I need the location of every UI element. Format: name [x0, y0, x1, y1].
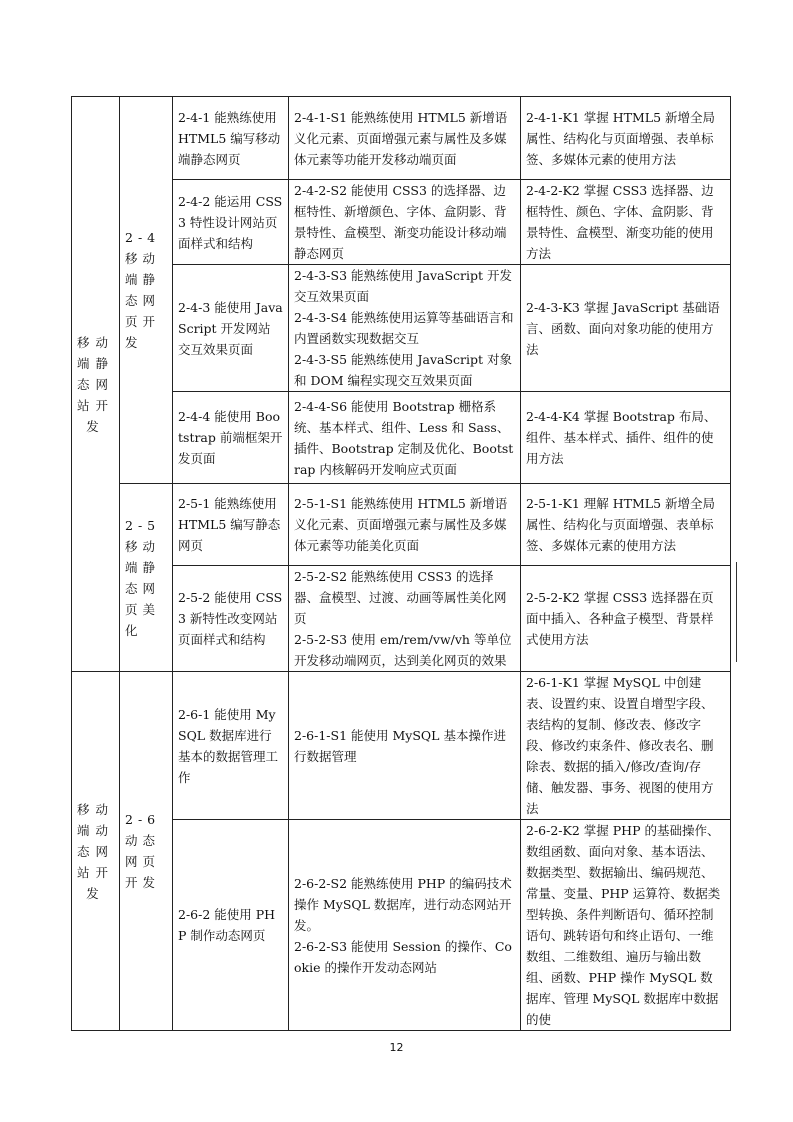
skill-text: 2-6-2-S2 能熟练使用 PHP 的编码技术操作 MySQL 数据库，进行动态网站开发。: [294, 875, 512, 933]
curriculum-table: [71, 96, 731, 1031]
knowledge-text: 2-5-1-K1 理解 HTML5 新增全局属性、结构化与页面增强、表单标签、多媒体元素的使用方法: [526, 496, 716, 553]
task-cell: 2-6-1 能使用 MySQL 数据库进行基本的数据管理工作: [173, 672, 289, 820]
skill-text: 2-4-4-S6 能使用 Bootstrap 栅格系统、基本样式、组件、Less 和 Sass、插件、Bootstrap 定制及优化、Bootstrap 内核解码开发响应式页面: [294, 398, 514, 477]
task-cell: 2-4-3 能使用 JavaScript 开发网站交互效果页面: [173, 265, 289, 392]
knowledge-text: 2-4-2-K2 掌握 CSS3 选择器、边框特性、颜色、字体、盒阴影、背景特性、盒模型、渐变功能的使用方法: [526, 183, 714, 261]
knowledge-text: 2-4-1-K1 掌握 HTML5 新增全局属性、结构化与页面增强、表单标签、多媒体元素的使用方法: [526, 109, 716, 167]
knowledge-cell: [521, 672, 731, 820]
table-row: [72, 484, 731, 566]
domain-cell: 移动端静态网站开发: [72, 97, 120, 672]
skill-text: 2-4-2-S2 能使用 CSS3 的选择器、边框特性、新增颜色、字体、盒阴影、背景特性、盒模型、渐变功能设计移动端静态网页: [294, 183, 507, 261]
knowledge-cell: [521, 265, 731, 392]
skill-cell: [289, 97, 521, 180]
knowledge-cell: [521, 180, 731, 265]
domain-cell: 移动端动态网站开发: [72, 672, 120, 1031]
skill-text: 2-4-3-S3 能熟练使用 JavaScript 开发交互效果页面: [294, 268, 513, 304]
skill-text: 2-4-3-S4 能熟练使用运算等基础语言和内置函数实现数据交互: [294, 310, 514, 346]
task-cell: 2-6-2 能使用 PHP 制作动态网页: [173, 820, 289, 1031]
page-number: 12: [389, 1041, 404, 1054]
skill-cell: [289, 820, 521, 1031]
margin-line: [736, 562, 737, 662]
module-cell: 2-5 移动端静态网页美化: [120, 484, 173, 672]
task-cell: 2-5-2 能使用 CSS3 新特性改变网站页面样式和结构: [173, 566, 289, 672]
knowledge-text: 2-4-3-K3 掌握 JavaScript 基础语言、函数、面向对象功能的使用方法: [526, 299, 720, 357]
skill-cell: [289, 180, 521, 265]
knowledge-cell: [521, 820, 731, 1031]
skill-text: 2-6-1-S1 能使用 MySQL 基本操作进行数据管理: [294, 727, 506, 764]
knowledge-text: 2-4-4-K4 掌握 Bootstrap 布局、组件、基本样式、插件、组件的使用方法: [526, 409, 717, 466]
skill-cell: [289, 265, 521, 392]
skill-cell: [289, 484, 521, 566]
skill-text: 2-4-1-S1 能熟练使用 HTML5 新增语义化元素、页面增强元素与属性及多媒体元素等功能开发移动端页面: [294, 109, 508, 167]
module-cell: 2-4 移动端静态网页开发: [120, 97, 173, 484]
skill-cell: [289, 392, 521, 484]
skill-text: 2-5-1-S1 能熟练使用 HTML5 新增语义化元素、页面增强元素与属性及多媒体元素等功能美化页面: [294, 496, 508, 553]
skill-cell: [289, 566, 521, 672]
knowledge-cell: [521, 484, 731, 566]
skill-cell: [289, 672, 521, 820]
knowledge-cell: [521, 392, 731, 484]
task-cell: 2-5-1 能熟练使用 HTML5 编写静态网页: [173, 484, 289, 566]
knowledge-text: 2-5-2-K2 掌握 CSS3 选择器在页面中插入、各种盒子模型、背景样式使用方法: [526, 590, 714, 647]
table-row: [72, 97, 731, 180]
skill-text: 2-4-3-S5 能熟练使用 JavaScript 对象和 DOM 编程实现交互效果页面: [294, 352, 513, 388]
knowledge-text: 2-6-2-K2 掌握 PHP 的基础操作、数组函数、面向对象、基本语法、数据类型、数据输出、编码规范、常量、变量、PHP 运算符、数据类型转换、条件判断语句、循环控制语句、跳转语句和终止语句、一维数组、二维数组、遍历与输出数组、函数、PHP 操作 MySQL 数据库、管理 MySQL 数据库中数据的使: [526, 823, 721, 1027]
knowledge-cell: [521, 97, 731, 180]
task-cell: 2-4-4 能使用 Bootstrap 前端框架开发页面: [173, 392, 289, 484]
task-cell: 2-4-1 能熟练使用 HTML5 编写移动端静态网页: [173, 97, 289, 180]
module-cell: 2-6 动态网页开发: [120, 672, 173, 1031]
skill-text: 2-5-2-S2 能熟练使用 CSS3 的选择器、盒模型、过渡、动画等属性美化网页: [294, 569, 507, 626]
skill-text: 2-5-2-S3 使用 em/rem/vw/vh 等单位开发移动端网页，达到美化网页的效果: [294, 632, 512, 668]
skill-text: 2-6-2-S3 能使用 Session 的操作、Cookie 的操作开发动态网站: [294, 938, 512, 975]
table-row: [72, 672, 731, 820]
knowledge-text: 2-6-1-K1 掌握 MySQL 中创建表、设置约束、设置自增型字段、表结构的复制、修改表、修改字段、修改约束条件、修改表名、删除表、数据的插入/修改/查询/存储、触发器、事务、视图的使用方法: [526, 675, 714, 816]
task-cell: 2-4-2 能运用 CSS3 特性设计网站页面样式和结构: [173, 180, 289, 265]
knowledge-cell: [521, 566, 731, 672]
